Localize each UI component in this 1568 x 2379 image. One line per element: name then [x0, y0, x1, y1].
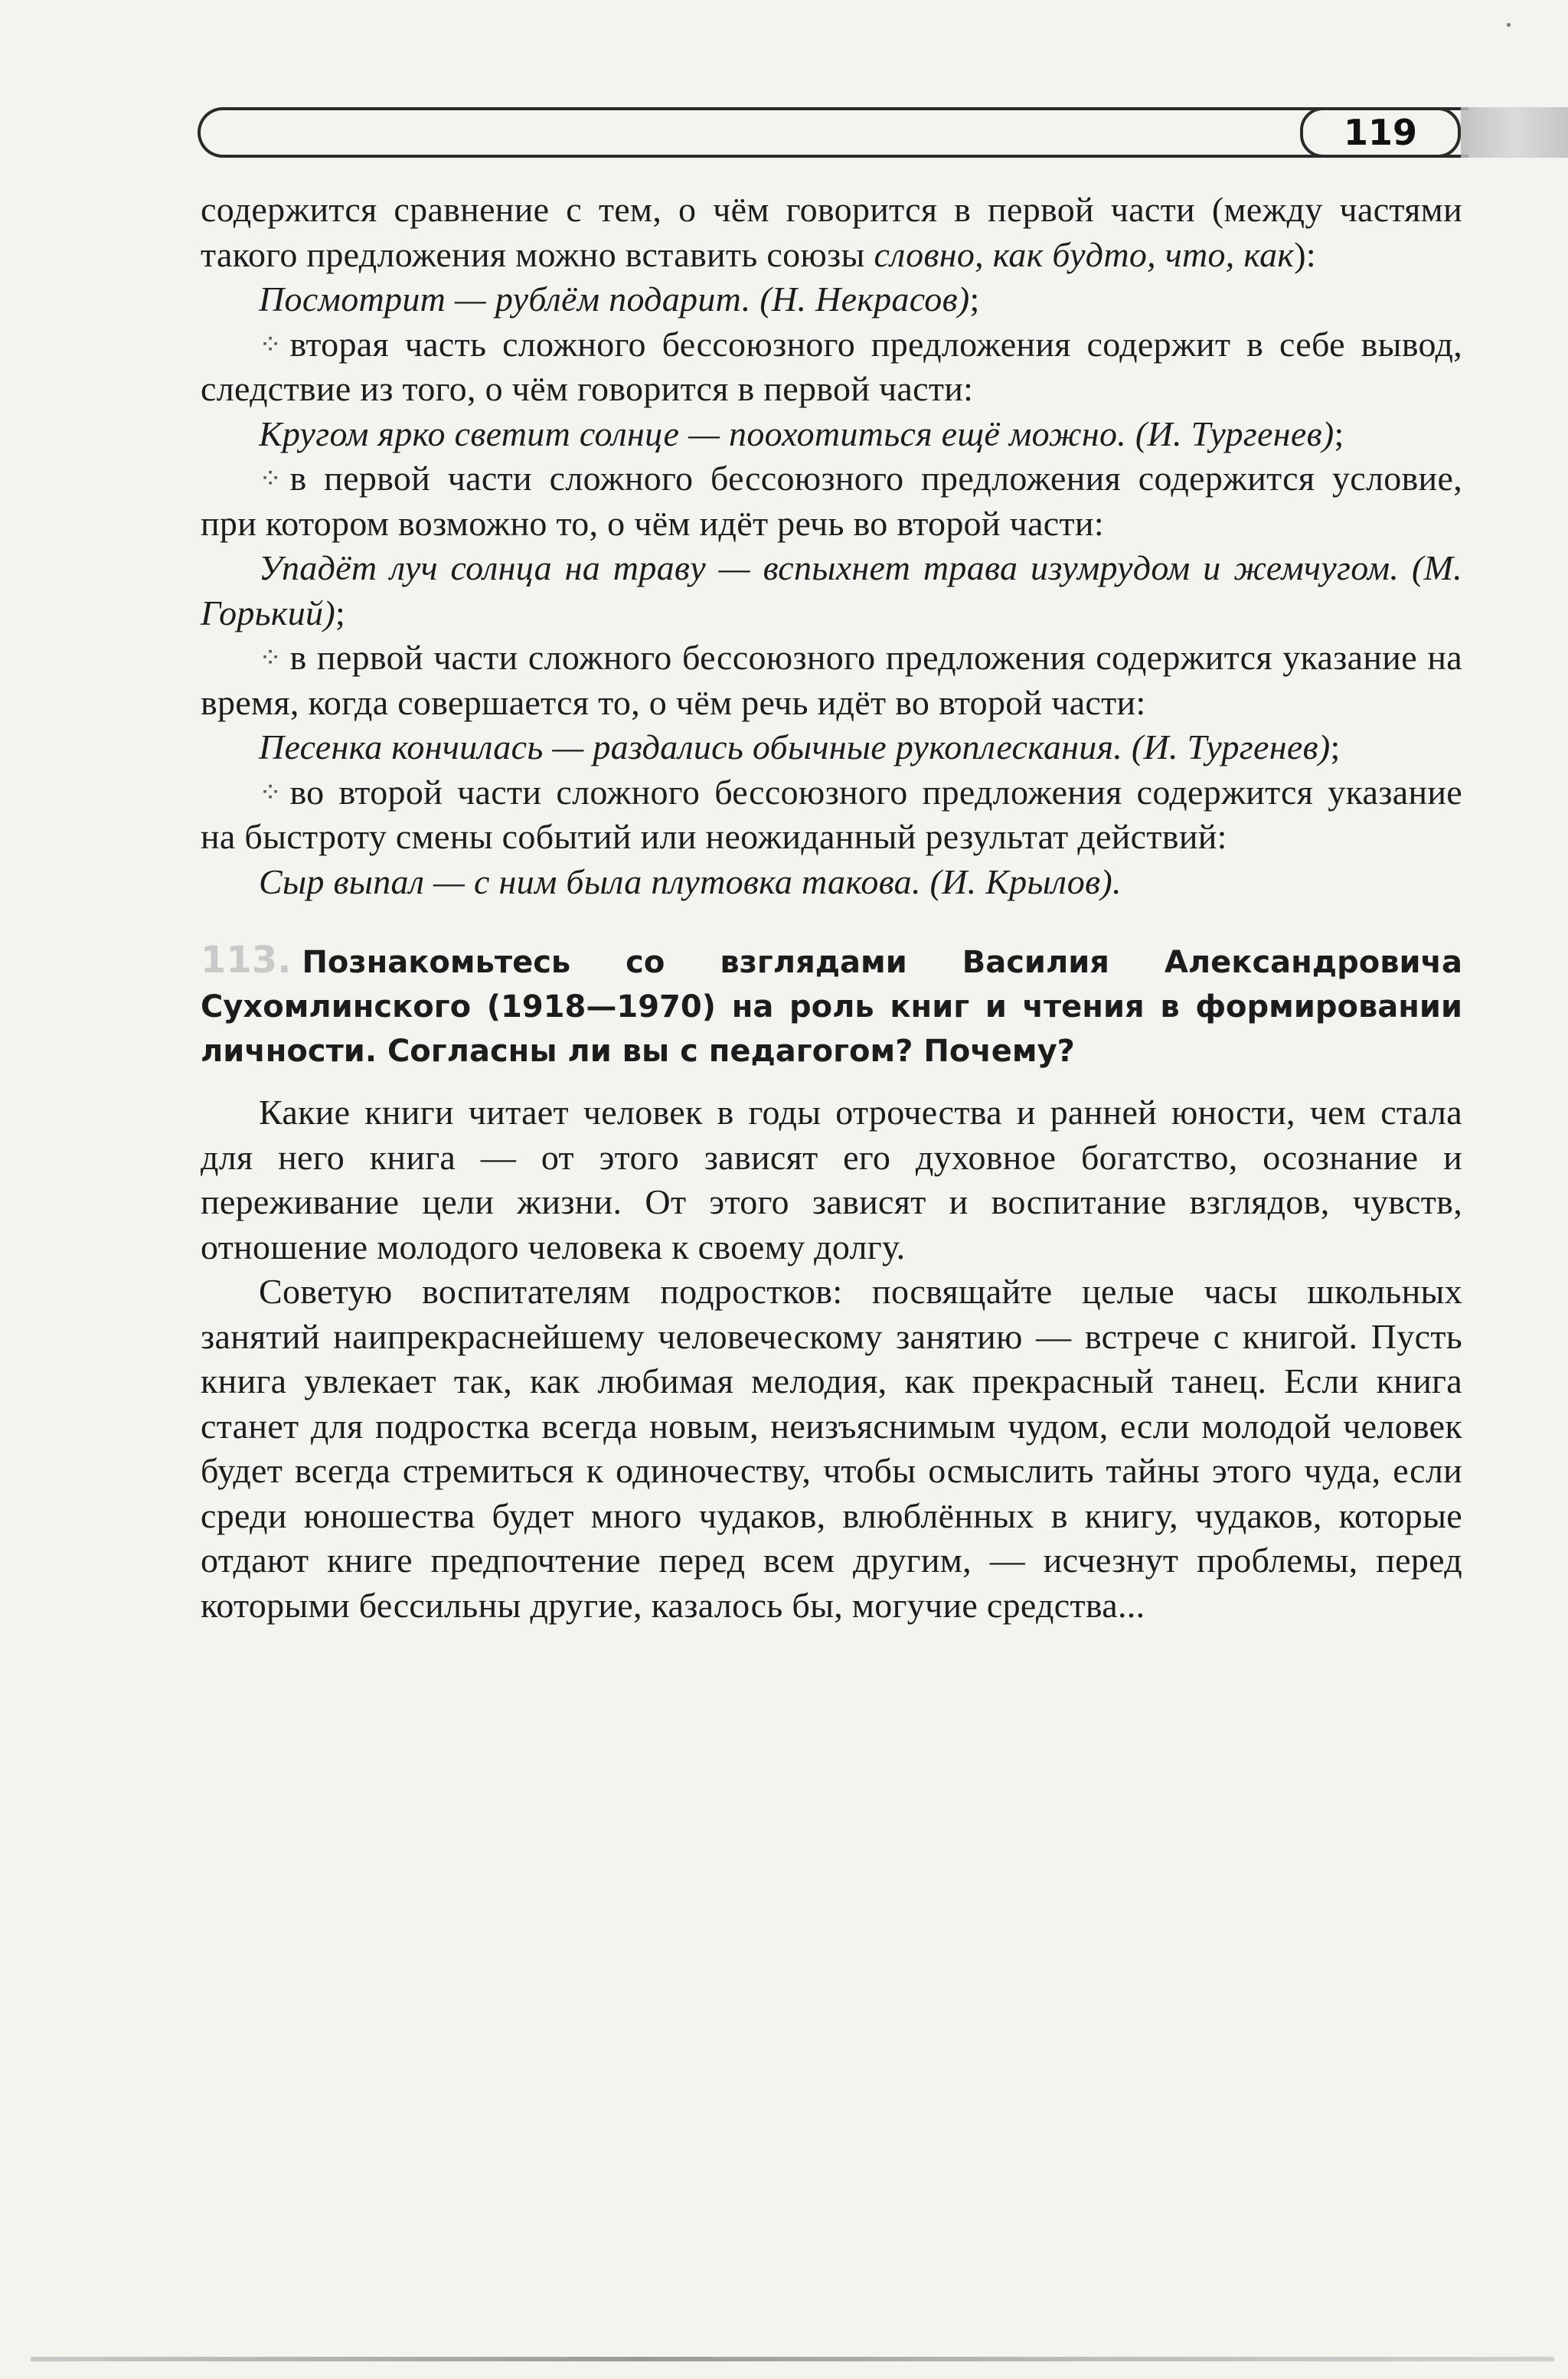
example-text: Сыр выпал — с ним была плутовка такова. (И. Крылов).	[259, 861, 1122, 901]
example-text: Упадёт луч солнца на траву — вспыхнет трава изумрудом и жемчугом. (М. Горький)	[201, 548, 1462, 632]
example-punct: ;	[1334, 413, 1344, 453]
bullet-item	[201, 770, 1462, 860]
example-punct: ;	[1330, 727, 1341, 766]
edge-mark	[1507, 23, 1511, 27]
bullet-item	[201, 322, 1462, 412]
page-content	[201, 188, 1462, 1628]
task-heading	[201, 938, 1462, 1073]
example-sentence	[201, 412, 1462, 457]
bullet-text: в первой части сложного бессоюзного предложения содержится указание на время, когда совершается то, о чём речь идёт во второй части:	[201, 638, 1462, 722]
example-text: Кругом ярко светит солнце — поохотиться ещё можно. (И. Тургенев)	[259, 413, 1334, 453]
quote-paragraph: Советую воспитателям подростков: посвящайте целые часы школьных занятий наипрекраснейшему человеческому занятию — встрече с книгой. Пусть книга увлекает так, как любимая мелодия, как прекрасный танец. Если книга станет для подростка всегда новым, неизъяснимым чудом, если молодой человек будет всегда стремиться к одиночеству, чтобы осмыслить тайны этого чуда, если среди юношества будет много чудаков, влюблённых в книгу, чудаков, которые отдают книге предпочтение перед всем другим, — исчезнут проблемы, перед которыми бессильны другие, казалось бы, могучие средства...	[201, 1272, 1462, 1625]
example-sentence	[201, 725, 1462, 770]
paragraph-text-end: ):	[1294, 234, 1316, 274]
bullet-text: во второй части сложного бессоюзного предложения содержится указание на быстроту смены событий или неожиданный результат действий:	[201, 772, 1462, 856]
bottom-edge-line	[31, 2357, 1554, 2361]
four-dot-diamond-icon: ⁘	[259, 328, 283, 360]
bullet-item	[201, 456, 1462, 546]
example-sentence	[201, 546, 1462, 636]
four-dot-diamond-icon: ⁘	[259, 463, 283, 494]
paragraph-text: содержится сравнение с тем, о чём говорится в первой части (между частями такого предложения можно вставить союзы	[201, 190, 1462, 274]
example-sentence	[201, 860, 1462, 905]
bullet-text: вторая часть сложного бессоюзного предложения содержит в себе вывод, следствие из того, о чём говорится в первой части:	[201, 324, 1462, 408]
paragraph-continuation	[201, 188, 1462, 277]
quote-paragraph: Какие книги читает человек в годы отрочества и ранней юности, чем стала для него книга — от этого зависят его духовное богатство, осознание и переживание цели жизни. От этого зависят и воспитание взглядов, чувств, отношение молодого человека к своему долгу.	[201, 1093, 1462, 1266]
example-punct: ;	[969, 279, 980, 319]
example-text: Песенка кончилась — раздались обычные рукоплескания. (И. Тургенев)	[259, 727, 1331, 766]
header-tab	[1461, 107, 1568, 158]
four-dot-diamond-icon: ⁘	[259, 776, 283, 808]
example-text: Посмотрит — рублём подарит. (Н. Некрасов)	[259, 279, 970, 319]
example-sentence	[201, 277, 1462, 322]
task-number: 113.	[201, 939, 292, 982]
page-number: 119	[1300, 107, 1461, 158]
example-punct: ;	[335, 593, 346, 632]
bullet-text: в первой части сложного бессоюзного предложения содержится условие, при котором возможно то, о чём идёт речь во второй части:	[201, 459, 1462, 543]
four-dot-diamond-icon: ⁘	[259, 642, 283, 673]
page-header	[198, 107, 1568, 162]
paragraph-italic-text: словно, как будто, что, как	[874, 234, 1295, 274]
task-text: Познакомьтесь со взглядами Василия Александровича Сухомлинского (1918—1970) на роль книг и чтения в формировании личности. Согласны ли вы с педагогом? Почему?	[201, 945, 1462, 1069]
bullet-item	[201, 636, 1462, 725]
header-rail	[198, 107, 1468, 158]
